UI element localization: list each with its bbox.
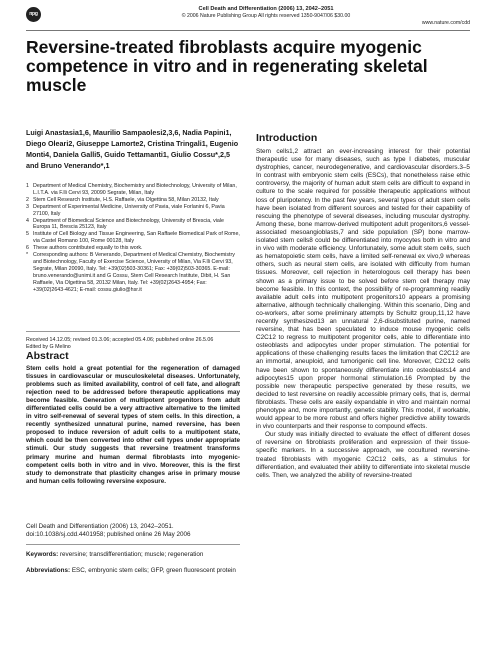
affiliation-item bbox=[26, 197, 240, 204]
affiliation-item bbox=[26, 218, 240, 232]
keywords-label: Keywords: bbox=[26, 551, 59, 558]
received-dates: Received 14.12.05; revised 01.3.06; accepted 05.4.06; published online 26.5.06 bbox=[26, 337, 214, 343]
affiliation-text: Institute of Cell Biology and Tissue Engineering, San Raffaele Biomedical Park of Rome, via Castel Romano 100, Rome 00128, Italy bbox=[33, 231, 240, 245]
journal-line: Cell Death and Differentiation (2006) 13, 2042–2051 bbox=[198, 6, 334, 12]
affiliation-text: Department of Medical Chemistry, Biochemistry and Biotechnology, University of Milan, L.I.T.A. via F.lli Cervi 93, 20090 Segrate, Milan, Italy bbox=[33, 183, 237, 196]
citation: Cell Death and Differentiation (2006) 13, 2042–2051. doi:10.1038/sj.cdd.4401958; published online 26 May 2006 bbox=[26, 523, 191, 538]
affiliation-number: 2 bbox=[26, 196, 29, 203]
article-dates bbox=[26, 337, 240, 351]
introduction-heading: Introduction bbox=[256, 132, 318, 144]
affiliation-number: 1 bbox=[26, 183, 29, 189]
affiliation-number: 5 bbox=[26, 231, 29, 238]
affiliation-number: 3 bbox=[26, 203, 29, 210]
abstract-text: Stem cells hold a great potential for the regeneration of damaged tissues in cardiovascular or musculoskeletal diseases. Unfortunately, problems such as limited availability, control of cell fate, and allograft rejection need to be addressed before therapeutic applications may become feasible. Generation of multipotent progenitors from adult differentiated cells could be a very attractive alternative to the limited in vitro self-renewal of several types of stem cells. In this direction, a recently synthesized unnatural purine, named reversine, has been proposed to induce reversion of adult cells to a multipotent state, which could be then converted into other cell types under appropriate stimuli. Our study suggests that reversine treatment transforms primary murine and human dermal fibroblasts into myogenic-competent cells both in vitro and in vivo. Moreover, this is the first study to demonstrate that plasticity changes arise in primary mouse and human cells following reversine exposure. bbox=[26, 365, 240, 485]
introduction-paragraph: Stem cells1,2 attract an ever-increasing interest for their potential therapeutic use for many diseases, such as type I diabetes, muscular dystrophies, cancer, neurodegenerative, and cardiovascular disorders.3–5 In contrast with embryonic stem cells (ESCs), that nonetheless raise ethic controversy, the majority of human adult stem cells are difficult to expand in culture to the scale required for possible therapeutic applications without loss of pluripotency. In the past few years, several types of adult stem cells have been isolated from different sources and tested for their capability of rescuing the phenotype of several diseases, including muscular dystrophy. Among these, bone marrow-derived multipotent adult progenitors,6 vessel-associated mesoangioblasts,7 and side population (SP) bone marrow-isolated stem cells8 could be differentiated into myocytes both in vitro and in vivo with moderate efficiency. Unfortunately, some adult stem cells, such as hematopoietic stem cells, have a limited self-renewal ex vivo,9 whereas others, such as neural stem cells, are isolated with difficulty from human tissues. Moreover, cell rejection in heterologous cell therapy has been shown as a primary issue to be solved before stem cell therapy may become feasible. In this context, the possibility of re-programming readily available adult cells into multipotent progenitors10 appears a promising alternative, although technically challenging. Within this scenario, Ding and co-workers, after some preliminary attempts by Schultz group,11,12 have recently synthesized13 an unnatural 2,6-disubstituted purine, named reversine, that has been speculated to induce mouse myogenic cells C2C12 to regress to multipotent progenitor cells, able to differentiate into osteoblasts and adipocytes under proper stimulation. The potential for applications of these challenging results faces the limitation that C2C12 are an immortal, aneuploid, and tumorigenic cell line. Moreover, C2C12 cells have been shown to spontaneously differentiate into osteoblasts14 and adipocytes15 upon proper hormonal stimulation.16 Prompted by the possible new therapeutic perspective generated by these results, we decided to test reversine on readily accessible primary cells, that is, dermal fibroblasts. These cells are easily expandable in vitro and maintain normal phenotype and, more importantly, genetic stability. This model, if workable, would appear to be more robust and offers higher predictive ability towards in vivo counterparts and their response to compound effects. bbox=[256, 148, 470, 431]
affiliation-text: Department of Experimental Medicine, University of Pavia, viale Forlanini 6, Pavia 27100, Italy bbox=[33, 203, 225, 217]
abbreviations bbox=[26, 567, 240, 575]
affiliation-number: 6 bbox=[26, 245, 29, 252]
keywords-divider bbox=[26, 544, 240, 545]
affiliation-text: Department of Biomedical Science and Biotechnology, University of Brescia, viale Europa 11, Brescia 25123, Italy bbox=[33, 217, 224, 231]
affiliation-item bbox=[26, 231, 240, 245]
keywords-text: reversine; transdifferentiation; muscle; regeneration bbox=[59, 551, 204, 558]
journal-url[interactable]: www.nature.com/cdd bbox=[421, 20, 470, 26]
article-title: Reversine-treated fibroblasts acquire myogenic competence in vitro and in regenerating skeletal muscle bbox=[26, 37, 428, 95]
affiliation-list bbox=[26, 183, 240, 294]
dates-divider bbox=[26, 331, 240, 332]
affiliation-item bbox=[26, 245, 240, 252]
affiliation-number: * bbox=[26, 252, 29, 259]
author-list: Luigi Anastasia1,6, Maurilio Sampaolesi2,3,6, Nadia Papini1, Diego Oleari2, Giuseppe Lamorte2, Cristina Tringali1, Eugenio Monti4, Daniela Galli5, Guido Tettamanti1, Giulio Cossu*,2,5 and Bruno Venerando*,1 bbox=[26, 128, 239, 170]
introduction-paragraph: Our study was initially directed to evaluate the effect of different doses of reversine on fibroblasts proliferation and expression of their tissue-specific markers. In a successive approach, we cocultured reversine-treated fibroblasts with myogenic C2C12 cells, as a stimulus for differentiation, and evaluated their ability to differentiate into skeletal muscle cells. Then, we analyzed the ability of reversine-treated bbox=[256, 431, 470, 479]
edited-by: Edited by G Melino bbox=[26, 344, 71, 350]
corresponding-author-note bbox=[26, 252, 240, 293]
header-divider bbox=[26, 30, 470, 31]
page-header bbox=[26, 6, 470, 32]
affiliation-text: These authors contributed equally to this work. bbox=[33, 245, 143, 252]
affiliation-item bbox=[26, 204, 240, 218]
abstract-heading: Abstract bbox=[26, 350, 69, 362]
keywords bbox=[26, 551, 240, 559]
introduction-body bbox=[256, 148, 470, 480]
affiliation-number: 4 bbox=[26, 217, 29, 224]
affiliation-text: Corresponding authors: B Venerando, Department of Medical Chemistry, Biochemistry and Biotechnology, Faculty of Exercise Science, University of Milan, Via F.lli Cervi 93, Segrate, Milan 20090, Italy. Tel: +39(02)503-30361; Fax: +39(02)503-30365. E-mail: bruno.venerando@unimi.it and G Cossu, Stem Cell Research Institute, Dibit, H. San Raffaele, Via Olgettina 58, 20132 Milan, Italy. Tel: +39(02)2643-4954; Fax: +39(02)2643-4621; E-mail: cossu.giulio@hsr.it bbox=[33, 252, 235, 293]
abbreviations-text: ESC, embryonic stem cells; GFP, green fluorescent protein bbox=[71, 567, 236, 574]
affiliation-text: Stem Cell Research Institute, H.S. Raffaele, via Olgettina 58, Milan 20132, Italy bbox=[33, 196, 219, 203]
publisher-line: © 2006 Nature Publishing Group All rights reserved 1350-9047/06 $30.00 bbox=[181, 13, 351, 19]
affiliation-item bbox=[26, 183, 240, 197]
publisher-logo: npg bbox=[26, 7, 41, 22]
abbreviations-label: Abbreviations: bbox=[26, 567, 71, 574]
